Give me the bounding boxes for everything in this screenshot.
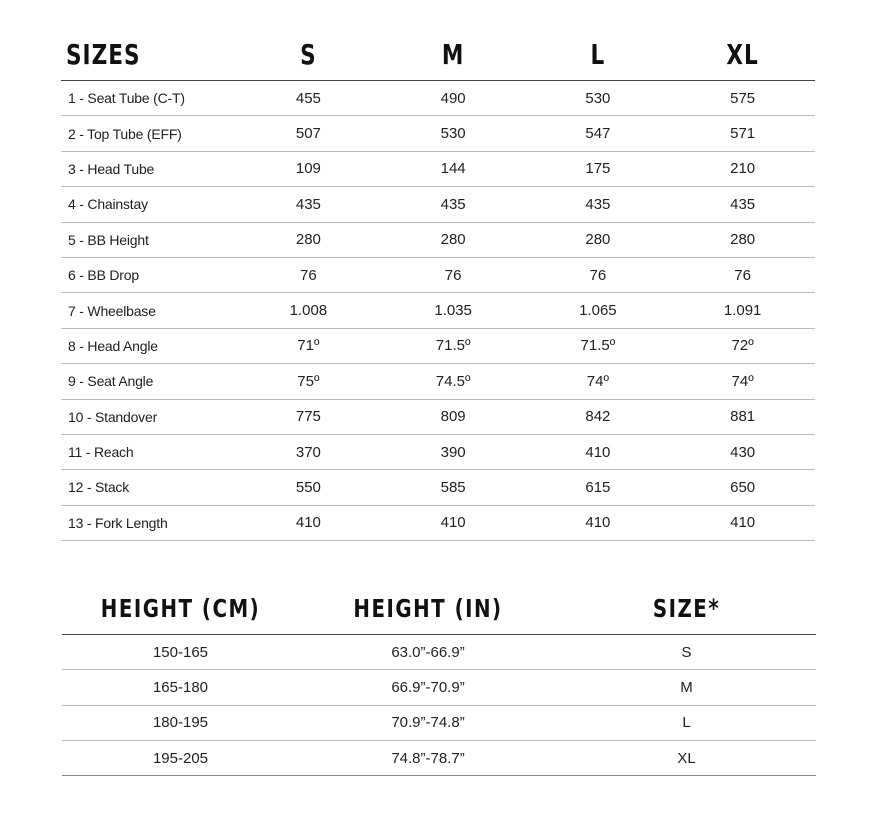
measurement-value: 75º	[297, 372, 320, 390]
height-cm-cell: 195-205	[152, 749, 209, 767]
table-row	[61, 470, 815, 505]
height-in-cell: 66.9”-70.9”	[391, 678, 465, 696]
measurement-value: 74º	[586, 372, 609, 390]
table-row	[61, 258, 815, 293]
measurement-value: 547	[585, 125, 611, 143]
height-cm-cell: 150-165	[152, 643, 209, 661]
measurement-value: 435	[295, 195, 321, 213]
height-in-cell: 74.8”-78.7”	[391, 749, 465, 767]
table-row	[61, 81, 815, 116]
size-cell: M	[680, 678, 693, 696]
measurement-label: 10 - Standover	[68, 408, 158, 425]
measurement-value: 175	[585, 160, 611, 178]
measurement-value: 585	[440, 478, 466, 496]
measurement-value: 71º	[297, 337, 320, 355]
measurement-value: 410	[440, 514, 466, 532]
table-row	[62, 635, 816, 670]
measurement-value: 71.5º	[435, 337, 471, 355]
size-guide-table	[62, 588, 816, 776]
table-row	[62, 741, 816, 776]
measurement-value: 550	[295, 478, 321, 496]
table-row	[61, 293, 815, 328]
measurement-label: 9 - Seat Angle	[68, 373, 154, 390]
size-cell: XL	[677, 749, 696, 767]
measurement-label: 8 - Head Angle	[68, 337, 158, 354]
measurement-value: 842	[585, 408, 611, 426]
measurement-value: 76	[734, 266, 751, 284]
measurement-value: 76	[444, 266, 462, 284]
size-cell: L	[682, 714, 691, 732]
measurement-value: 507	[295, 125, 321, 143]
table-row	[61, 187, 815, 222]
measurement-value: 76	[589, 266, 607, 284]
measurement-value: 71.5º	[580, 337, 616, 355]
measurement-label: 2 - Top Tube (EFF)	[68, 125, 182, 142]
measurement-value: 650	[730, 478, 756, 496]
table-row	[61, 223, 815, 258]
measurement-value: 280	[440, 231, 466, 249]
measurement-value: 109	[295, 160, 321, 178]
sizes-heading: SIZES	[66, 38, 141, 71]
measurement-value: 455	[295, 89, 321, 107]
table-row	[61, 329, 815, 364]
measurement-value: 370	[295, 443, 321, 461]
measurement-label: 13 - Fork Length	[68, 514, 168, 531]
table-row	[61, 364, 815, 399]
height-in-heading: HEIGHT (IN)	[353, 594, 503, 624]
geometry-header-row	[61, 40, 815, 81]
size-cell: S	[681, 643, 692, 661]
measurement-label: 6 - BB Drop	[68, 267, 139, 284]
measurement-value: 410	[730, 514, 756, 532]
geometry-table-body	[61, 81, 815, 541]
measurement-value: 1.091	[723, 302, 762, 320]
size-heading-s: S	[300, 38, 317, 71]
measurement-value: 435	[440, 195, 466, 213]
measurement-value: 1.035	[434, 302, 472, 320]
table-row	[61, 400, 815, 435]
measurement-value: 809	[440, 408, 466, 426]
measurement-label: 12 - Stack	[68, 479, 130, 496]
measurement-value: 430	[730, 443, 756, 461]
measurement-label: 1 - Seat Tube (C-T)	[68, 90, 185, 107]
measurement-value: 575	[730, 89, 756, 107]
measurement-value: 74.5º	[435, 372, 471, 390]
size-heading-l: L	[590, 38, 606, 71]
measurement-value: 435	[730, 195, 756, 213]
size-heading: SIZE*	[652, 594, 721, 624]
measurement-label: 11 - Reach	[68, 444, 134, 461]
size-heading-xl: XL	[726, 38, 759, 71]
measurement-value: 530	[585, 89, 611, 107]
measurement-value: 280	[295, 231, 321, 249]
table-row	[61, 506, 815, 541]
size-guide-table-body	[62, 635, 816, 776]
size-heading-m: M	[441, 38, 465, 71]
measurement-value: 410	[295, 514, 321, 532]
measurement-value: 76	[300, 266, 317, 284]
height-in-cell: 70.9”-74.8”	[391, 714, 465, 732]
geometry-table	[61, 40, 815, 541]
measurement-value: 72º	[731, 337, 754, 355]
measurement-value: 615	[585, 478, 611, 496]
measurement-value: 390	[440, 443, 466, 461]
measurement-label: 5 - BB Height	[68, 231, 149, 248]
size-guide-header-row	[62, 588, 816, 635]
table-row	[61, 152, 815, 187]
height-cm-cell: 180-195	[152, 714, 209, 732]
measurement-value: 775	[295, 408, 321, 426]
measurement-value: 410	[585, 514, 611, 532]
height-in-cell: 63.0”-66.9”	[391, 643, 465, 661]
measurement-label: 7 - Wheelbase	[68, 302, 156, 319]
height-cm-heading: HEIGHT (CM)	[100, 594, 261, 624]
measurement-value: 571	[730, 125, 756, 143]
table-row	[62, 706, 816, 741]
measurement-value: 1.008	[289, 302, 328, 320]
height-cm-cell: 165-180	[152, 678, 209, 696]
table-row	[62, 670, 816, 705]
measurement-value: 144	[440, 160, 466, 178]
measurement-label: 3 - Head Tube	[68, 160, 155, 177]
measurement-value: 210	[730, 160, 756, 178]
measurement-label: 4 - Chainstay	[68, 196, 148, 213]
measurement-value: 530	[440, 125, 466, 143]
table-row	[61, 435, 815, 470]
table-row	[61, 116, 815, 151]
measurement-value: 280	[585, 231, 611, 249]
measurement-value: 74º	[731, 372, 754, 390]
measurement-value: 410	[585, 443, 611, 461]
measurement-value: 881	[730, 408, 756, 426]
measurement-value: 280	[730, 231, 756, 249]
measurement-value: 490	[440, 89, 466, 107]
measurement-value: 1.065	[579, 302, 617, 320]
measurement-value: 435	[585, 195, 611, 213]
